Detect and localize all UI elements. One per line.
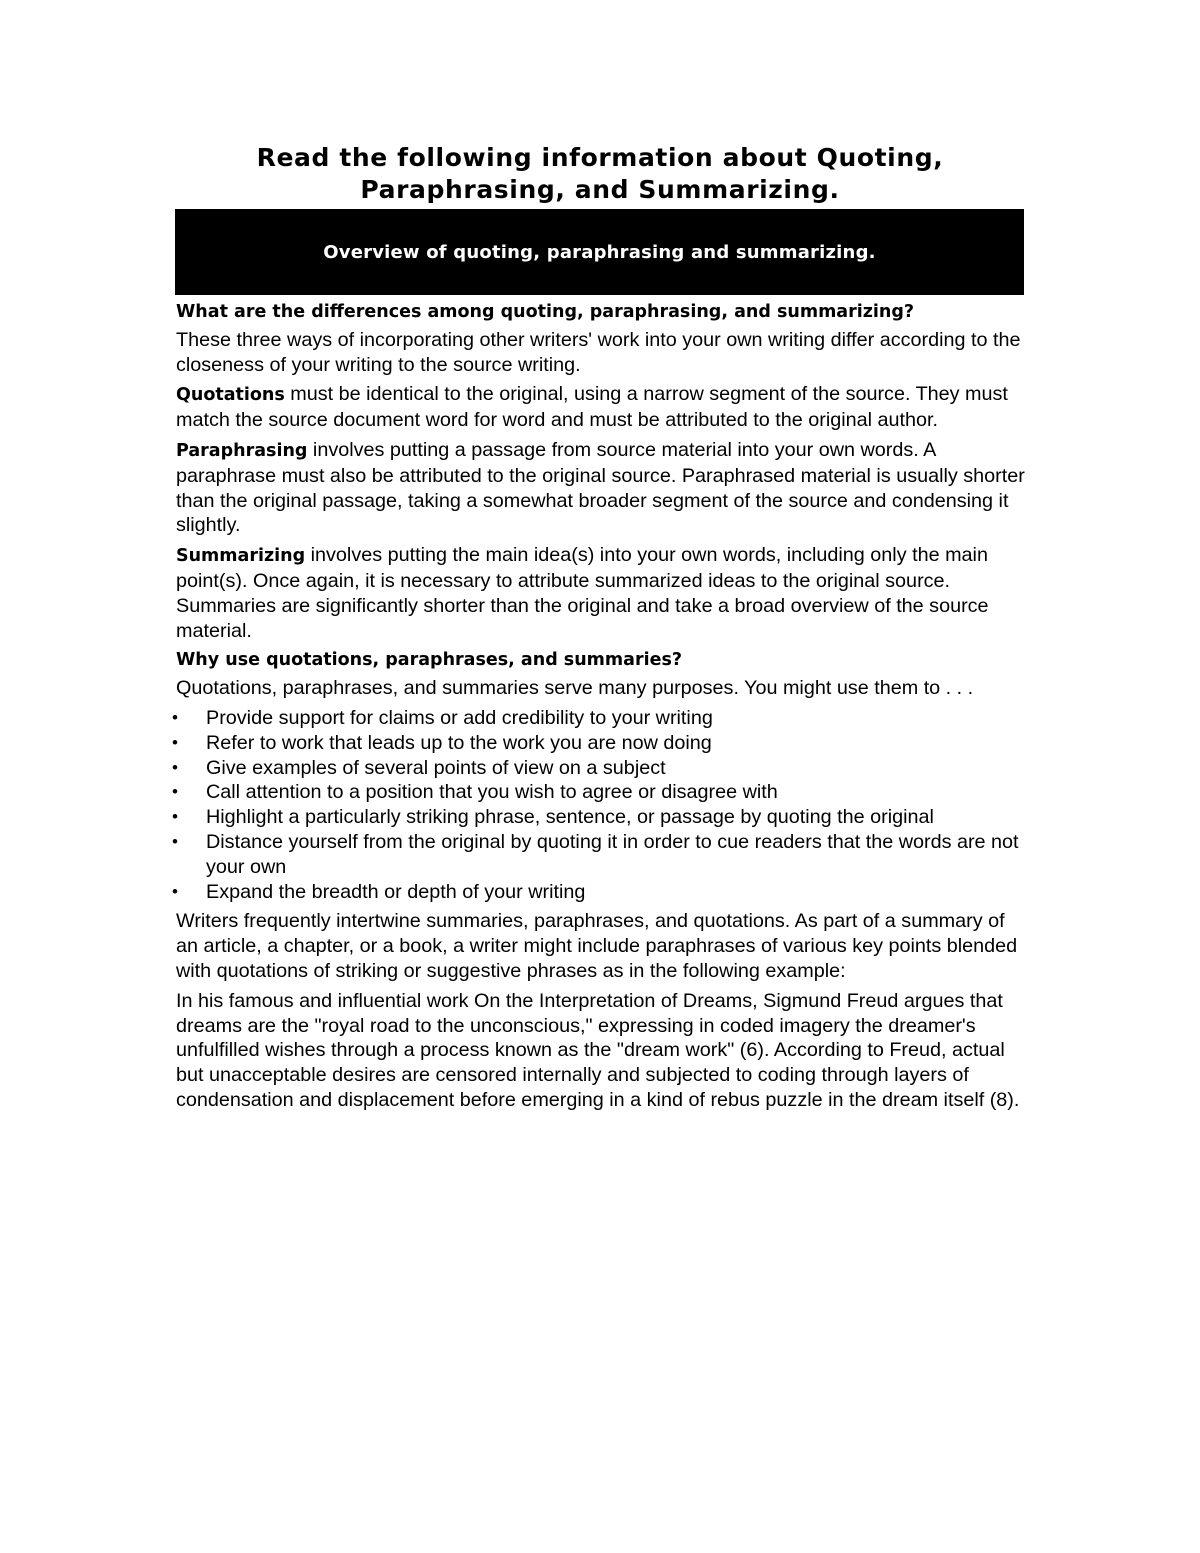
why-use-intro: Quotations, paraphrases, and summaries serve many purposes. You might use them to . . . [176, 677, 974, 700]
list-item-text: Highlight a particularly striking phrase, sentence, or passage by quoting the original [206, 806, 934, 829]
paraphrasing-term: Paraphrasing [176, 440, 308, 461]
bullet-icon: • [172, 707, 178, 727]
list-item [172, 780, 1026, 805]
quotations-term: Quotations [176, 385, 285, 406]
list-item-text: Provide support for claims or add credibility to your writing [206, 706, 713, 729]
bullet-icon: • [172, 881, 178, 901]
bullet-icon: • [172, 782, 178, 802]
list-item [172, 880, 1026, 905]
differences-heading: What are the differences among quoting, paraphrasing, and summarizing? [176, 302, 915, 322]
list-item [172, 830, 1026, 880]
page-title-line-1: Read the following information about Quoting, [256, 143, 944, 172]
paraphrasing-text: involves putting a passage from source material into your own words. A paraphrase must also be attributed to the original source. Paraphrased material is usually shorter than the original passage, taking a somewhat broader segment of the source and condensing it slightly. [176, 438, 1025, 537]
bullet-icon: • [172, 831, 178, 851]
why-use-heading: Why use quotations, paraphrases, and summaries? [176, 650, 683, 671]
bullet-icon: • [172, 757, 178, 777]
bullet-icon: • [172, 807, 178, 827]
list-item-text: Call attention to a position that you wish to agree or disagree with [206, 781, 778, 804]
list-item [172, 756, 1026, 781]
summarizing-paragraph [176, 543, 1026, 643]
overview-banner-text: Overview of quoting, paraphrasing and summarizing. [323, 241, 876, 263]
list-item [172, 805, 1026, 830]
list-item-text: Refer to work that leads up to the work you are now doing [206, 731, 712, 754]
list-item-text: Expand the breadth or depth of your writing [206, 880, 586, 903]
bullet-icon: • [172, 732, 178, 752]
quotations-text: must be identical to the original, using a narrow segment of the source. They must match the source document word for word and must be attributed to the original author. [176, 383, 1008, 432]
example-paragraph: In his famous and influential work On the Interpretation of Dreams, Sigmund Freud argues that dreams are the "royal road to the unconscious," expressing in coded imagery the dreamer's unfulfilled wishes through a process known as the "dream work" (6). According to Freud, actual but unacceptable desires are censored internally and subjected to coding through layers of condensation and displacement before emerging in a kind of rebus puzzle in the dream itself (8). [176, 989, 1020, 1111]
quotations-paragraph [176, 382, 1026, 433]
page-title-line-2: Paraphrasing, and Summarizing. [360, 175, 840, 204]
page-title [0, 142, 1200, 206]
paraphrasing-paragraph [176, 438, 1026, 538]
list-item [172, 731, 1026, 756]
document-body [172, 300, 1026, 1118]
purposes-list [172, 706, 1026, 904]
list-item-text: Give examples of several points of view on a subject [206, 756, 666, 779]
differences-intro: These three ways of incorporating other writers' work into your own writing differ according to the closeness of your writing to the source writing. [176, 328, 1021, 376]
overview-banner [175, 209, 1024, 295]
list-item-text: Distance yourself from the original by quoting it in order to cue readers that the words are not your own [206, 830, 1019, 878]
summarizing-term: Summarizing [176, 546, 306, 567]
summarizing-text: involves putting the main idea(s) into your own words, including only the main point(s). Once again, it is necessary to attribute summarized ideas to the original source. Summaries are significantly shorter than the original and take a broad overview of the source material. [176, 544, 989, 642]
closing-paragraph: Writers frequently intertwine summaries, paraphrases, and quotations. As part of a summary of an article, a chapter, or a book, a writer might include paraphrases of various key points blended with quotations of striking or suggestive phrases as in the following example: [176, 910, 1018, 982]
list-item [172, 706, 1026, 731]
